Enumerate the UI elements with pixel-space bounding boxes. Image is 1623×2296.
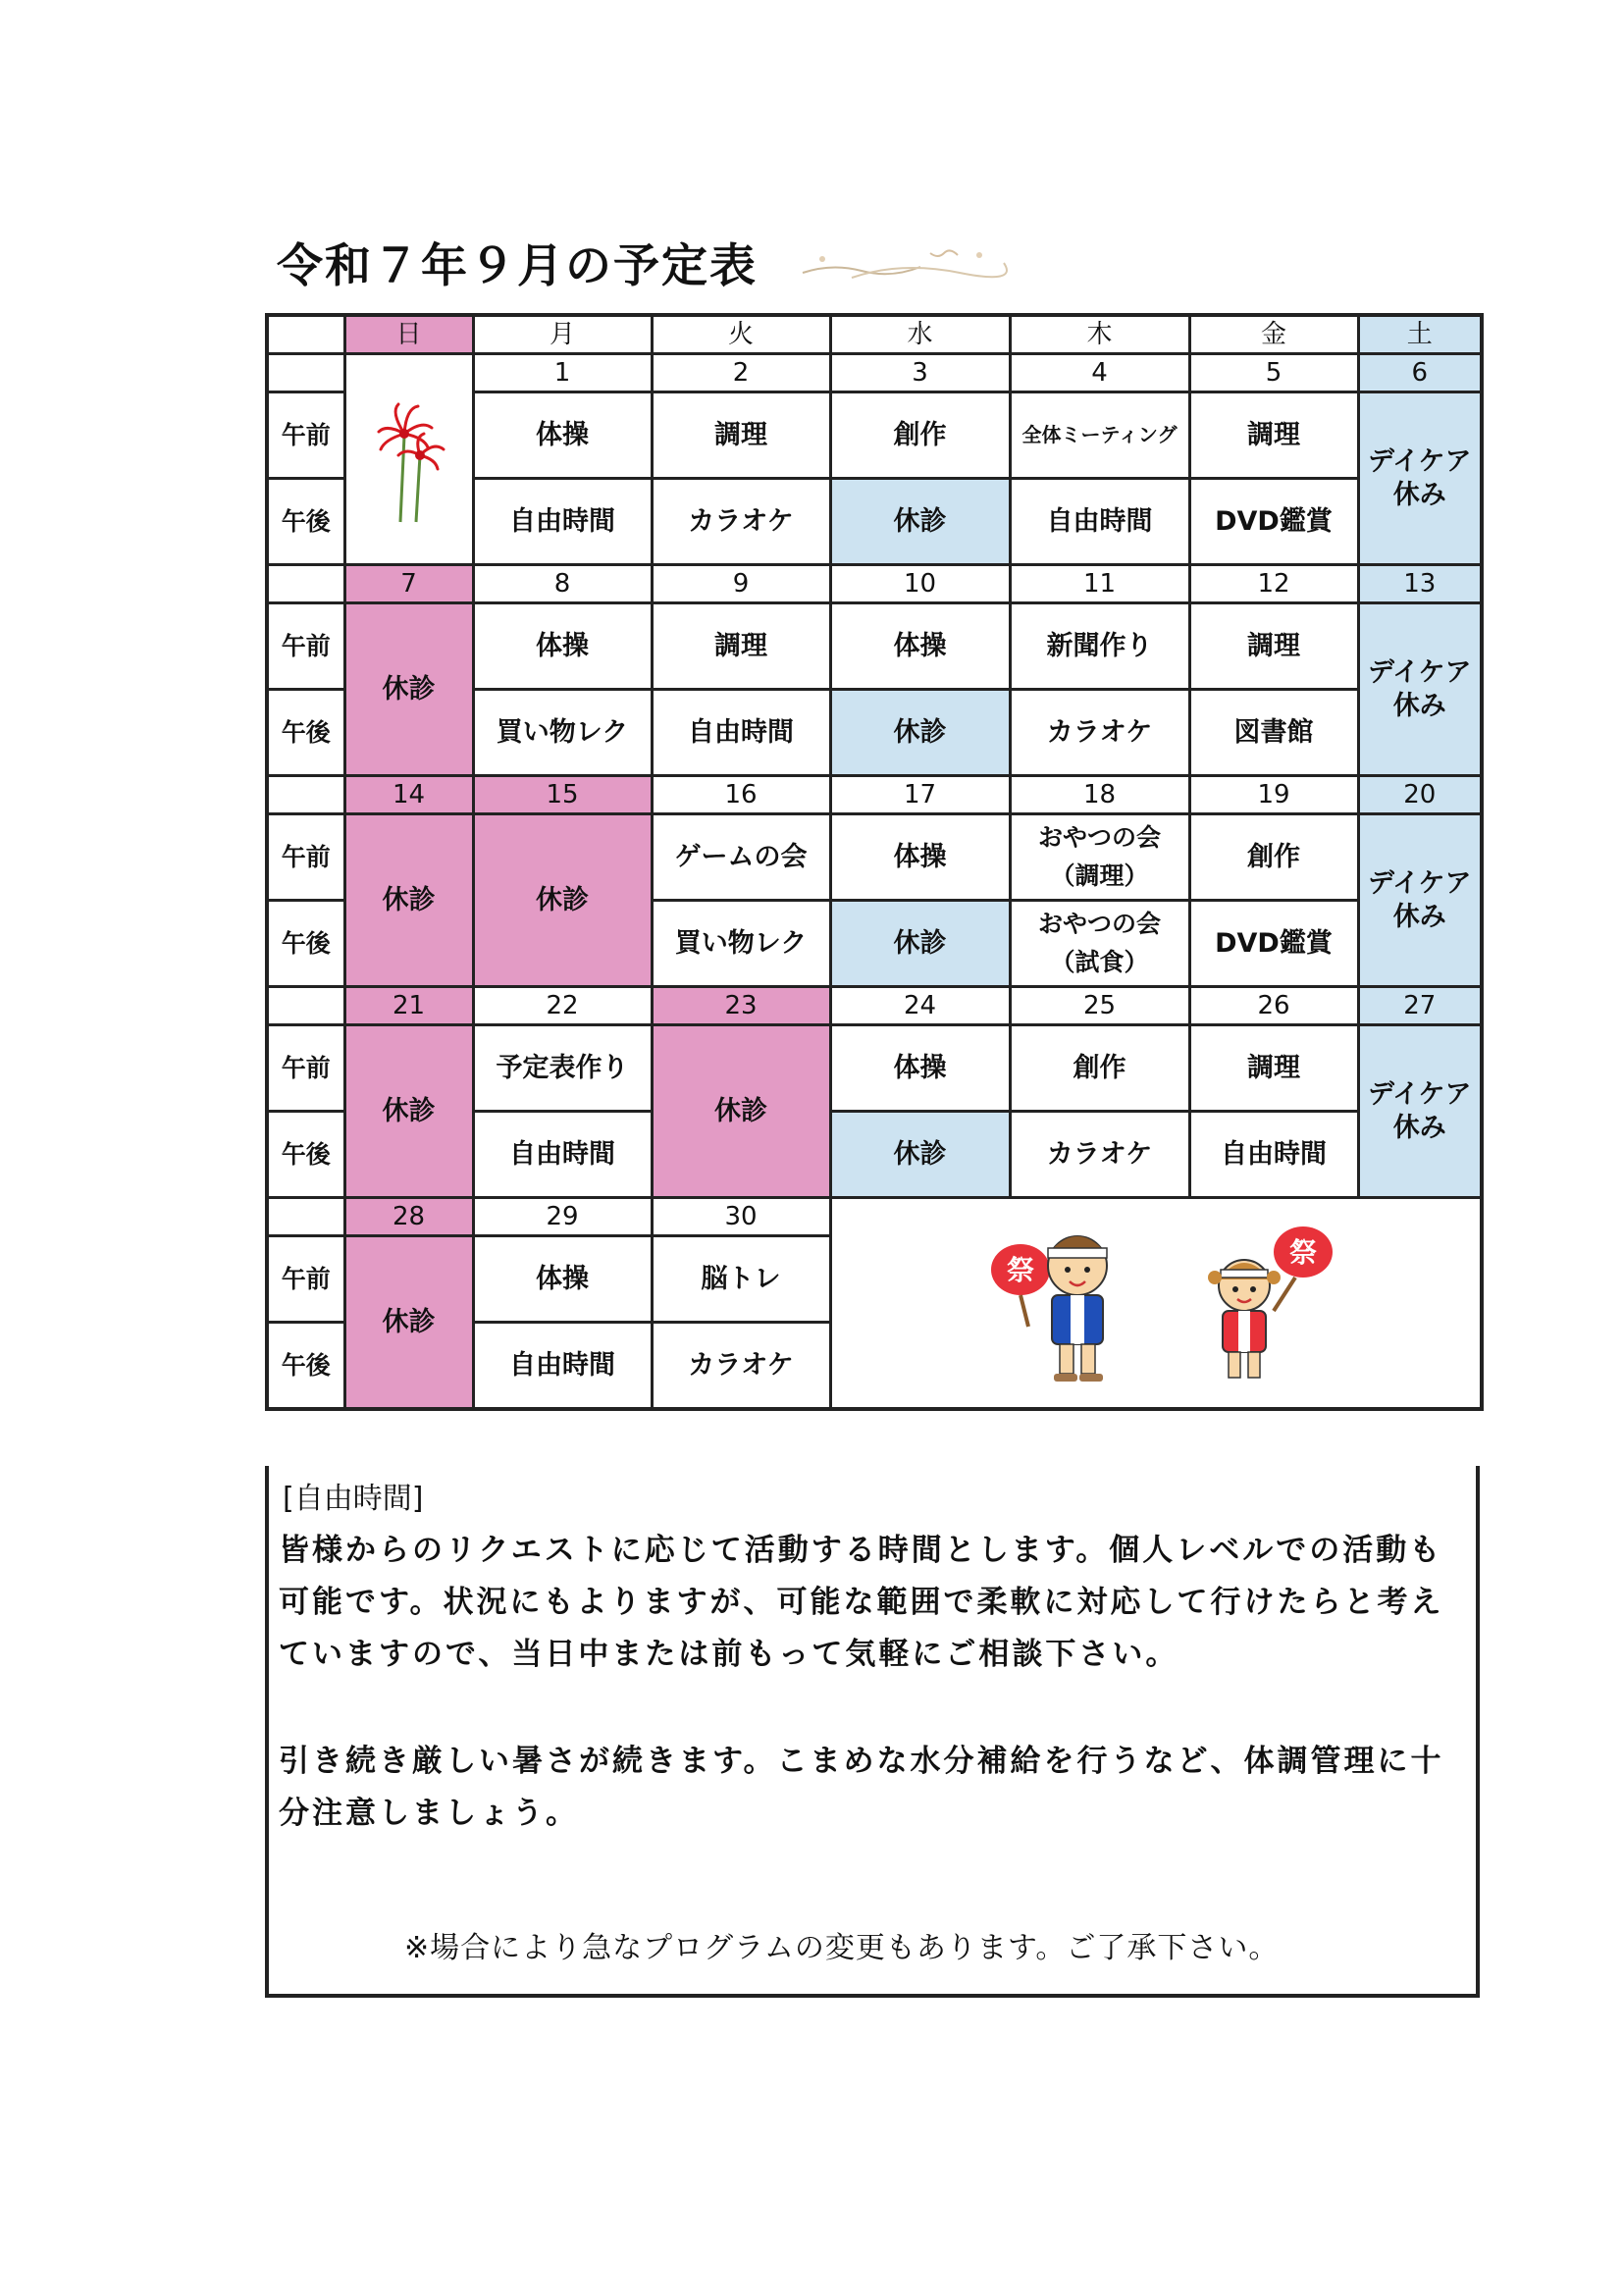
date-cell-holiday: 15: [473, 776, 652, 814]
date-cell-sat: 27: [1358, 987, 1482, 1025]
activity-cell: 自由時間: [1189, 1112, 1358, 1198]
activity-cell: 全体ミーティング: [1010, 392, 1189, 479]
week2-date-row: [267, 565, 1482, 603]
date-cell: 1: [473, 354, 652, 392]
activity-cell: 体操: [830, 603, 1010, 690]
slot-label-am: 午前: [267, 1236, 344, 1323]
date-cell-holiday: 23: [652, 987, 830, 1025]
activity-cell: 創作: [1189, 814, 1358, 901]
daycare-closed-cell: デイケア 休み: [1358, 392, 1482, 565]
activity-cell: 体操: [830, 814, 1010, 901]
date-cell: 9: [652, 565, 830, 603]
slot-label-am: 午前: [267, 1025, 344, 1112]
closed-cell: 休診: [652, 1025, 830, 1198]
date-cell: 16: [652, 776, 830, 814]
date-row-label: [267, 776, 344, 814]
activity-cell: 自由時間: [1010, 479, 1189, 565]
date-cell: 10: [830, 565, 1010, 603]
schedule-calendar: [265, 313, 1484, 1411]
activity-cell: 買い物レク: [652, 901, 830, 987]
date-row-label: [267, 565, 344, 603]
week3-am-row: [267, 814, 1482, 901]
activity-cell: 新聞作り: [1010, 603, 1189, 690]
activity-cell: DVD鑑賞: [1189, 901, 1358, 987]
page-title: 令和７年９月の予定表: [277, 239, 758, 293]
date-cell: 22: [473, 987, 652, 1025]
activity-cell: カラオケ: [1010, 1112, 1189, 1198]
activity-cell: 調理: [652, 603, 830, 690]
slot-label-pm: 午後: [267, 1323, 344, 1410]
activity-cell: 自由時間: [473, 1112, 652, 1198]
decorative-sketch-icon: [793, 234, 1019, 292]
closed-cell: 休診: [830, 901, 1010, 987]
activity-cell: 調理: [1189, 1025, 1358, 1112]
closed-cell: 休診: [344, 1236, 473, 1410]
weekday-wed: 水: [830, 315, 1010, 354]
date-cell: 18: [1010, 776, 1189, 814]
date-cell: 19: [1189, 776, 1358, 814]
weekday-sun: 日: [344, 315, 473, 354]
date-row-label: [267, 354, 344, 392]
activity-cell: 体操: [473, 1236, 652, 1323]
activity-cell: 脳トレ: [652, 1236, 830, 1323]
red-spider-lily-icon: [365, 387, 453, 524]
closed-cell: 休診: [344, 603, 473, 776]
activity-cell: 調理: [1189, 603, 1358, 690]
activity-cell: 図書館: [1189, 690, 1358, 776]
weekday-fri: 金: [1189, 315, 1358, 354]
activity-cell: 調理: [1189, 392, 1358, 479]
slot-label-pm: 午後: [267, 479, 344, 565]
activity-cell: 体操: [473, 603, 652, 690]
date-cell: 25: [1010, 987, 1189, 1025]
activity-cell: 体操: [473, 392, 652, 479]
daycare-closed-cell: デイケア 休み: [1358, 1025, 1482, 1198]
date-cell-sun: 14: [344, 776, 473, 814]
week1-date-row: [267, 354, 1482, 392]
activity-cell: 自由時間: [652, 690, 830, 776]
festival-illustration-cell: [830, 1198, 1482, 1410]
activity-cell: カラオケ: [652, 479, 830, 565]
activity-title: おやつの会: [1037, 909, 1161, 938]
closed-cell: 休診: [830, 1112, 1010, 1198]
date-cell: 8: [473, 565, 652, 603]
weekday-tue: 火: [652, 315, 830, 354]
activity-cell-two-line: [1010, 814, 1189, 901]
notes-box: [265, 1466, 1480, 1998]
date-cell: 3: [830, 354, 1010, 392]
festival-fan-text: 祭: [1288, 1235, 1317, 1269]
activity-cell: 買い物レク: [473, 690, 652, 776]
closed-cell: 休診: [830, 479, 1010, 565]
activity-cell: 予定表作り: [473, 1025, 652, 1112]
date-cell-sun: 21: [344, 987, 473, 1025]
activity-cell: 体操: [830, 1025, 1010, 1112]
sunday-flower-cell: [344, 354, 473, 565]
closed-cell: 休診: [473, 814, 652, 987]
slot-label-am: 午前: [267, 814, 344, 901]
date-cell-sat: 6: [1358, 354, 1482, 392]
activity-cell: DVD鑑賞: [1189, 479, 1358, 565]
slot-label-pm: 午後: [267, 690, 344, 776]
date-cell: 29: [473, 1198, 652, 1236]
week5-date-row: [267, 1198, 1482, 1236]
activity-cell: 創作: [830, 392, 1010, 479]
date-cell: 24: [830, 987, 1010, 1025]
activity-cell: ゲームの会: [652, 814, 830, 901]
daycare-closed-cell: デイケア 休み: [1358, 814, 1482, 987]
activity-title: おやつの会: [1037, 822, 1161, 852]
activity-cell: カラオケ: [652, 1323, 830, 1410]
date-cell-sat: 20: [1358, 776, 1482, 814]
weekday-header-row: [267, 315, 1482, 354]
closed-cell: 休診: [344, 814, 473, 987]
date-cell: 2: [652, 354, 830, 392]
activity-cell-two-line: [1010, 901, 1189, 987]
activity-cell: 自由時間: [473, 479, 652, 565]
date-cell: 26: [1189, 987, 1358, 1025]
date-cell: 11: [1010, 565, 1189, 603]
weekday-thu: 木: [1010, 315, 1189, 354]
date-cell-sun: 7: [344, 565, 473, 603]
week4-date-row: [267, 987, 1482, 1025]
activity-cell: 調理: [652, 392, 830, 479]
notes-heading: [自由時間]: [283, 1482, 424, 1516]
date-cell: 12: [1189, 565, 1358, 603]
closed-cell: 休診: [344, 1025, 473, 1198]
closed-cell: 休診: [830, 690, 1010, 776]
slot-label-am: 午前: [267, 392, 344, 479]
corner-cell: [267, 315, 344, 354]
date-cell-sun: 28: [344, 1198, 473, 1236]
week4-am-row: [267, 1025, 1482, 1112]
activity-subtitle: （試食）: [1050, 947, 1149, 976]
date-cell: 5: [1189, 354, 1358, 392]
slot-label-pm: 午後: [267, 901, 344, 987]
slot-label-am: 午前: [267, 603, 344, 690]
notes-footnote: ※場合により急なプログラムの変更もあります。ご了承下さい。: [404, 1931, 1280, 1965]
weekday-mon: 月: [473, 315, 652, 354]
date-row-label: [267, 987, 344, 1025]
week3-date-row: [267, 776, 1482, 814]
date-cell-sat: 13: [1358, 565, 1482, 603]
festival-kids-icon: [950, 1201, 1362, 1397]
activity-cell: 創作: [1010, 1025, 1189, 1112]
slot-label-pm: 午後: [267, 1112, 344, 1198]
date-cell: 4: [1010, 354, 1189, 392]
notes-paragraph: 引き続き厳しい暑さが続きます。こまめな水分補給を行うなど、体調管理に十分注意しましょう。: [279, 1744, 1444, 1831]
festival-fan-text: 祭: [1006, 1253, 1034, 1286]
daycare-closed-cell: デイケア 休み: [1358, 603, 1482, 776]
date-row-label: [267, 1198, 344, 1236]
activity-cell: カラオケ: [1010, 690, 1189, 776]
activity-cell: 自由時間: [473, 1323, 652, 1410]
weekday-sat: 土: [1358, 315, 1482, 354]
activity-subtitle: （調理）: [1050, 861, 1149, 890]
date-cell: 17: [830, 776, 1010, 814]
date-cell: 30: [652, 1198, 830, 1236]
notes-paragraph: 皆様からのリクエストに応じて活動する時間とします。個人レベルでの活動も可能です。状況にもよりますが、可能な範囲で柔軟に対応して行けたらと考えていますので、当日中または前もって気軽にご相談下さい。: [279, 1533, 1444, 1672]
week2-am-row: [267, 603, 1482, 690]
